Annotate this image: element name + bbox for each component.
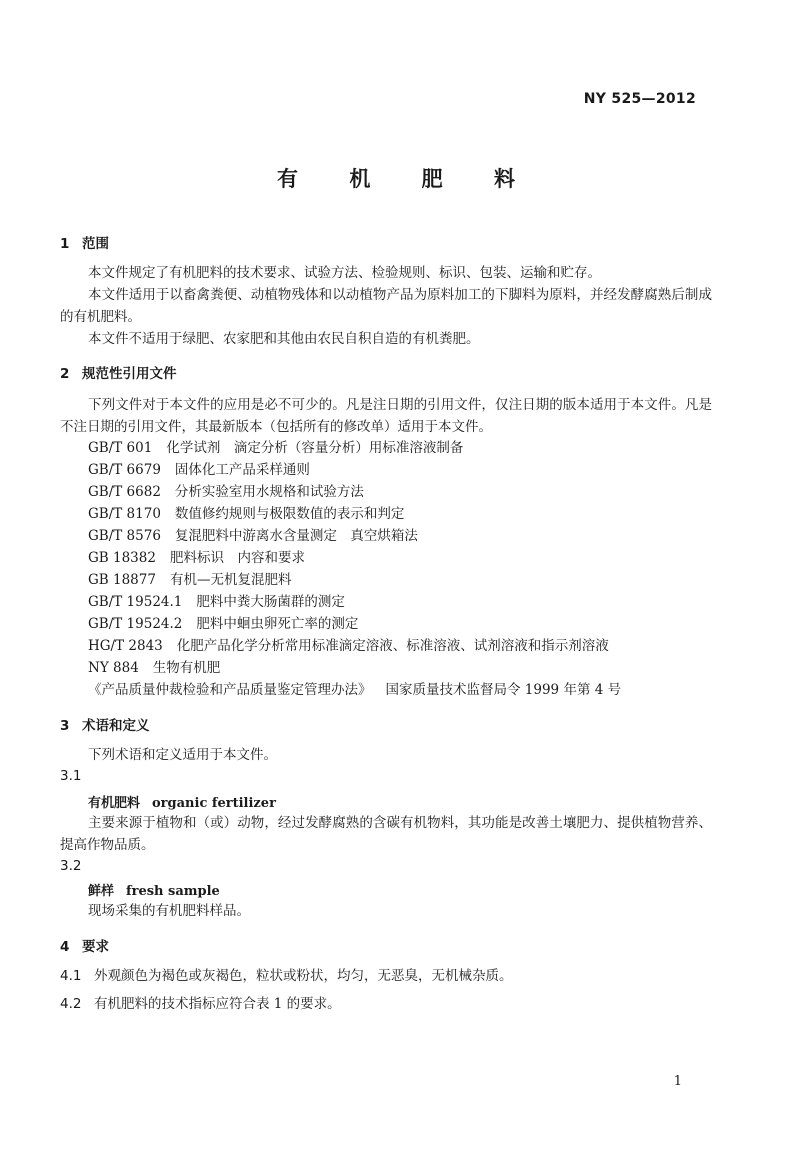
term-definition: 主要来源于植物和（或）动物，经过发酵腐熟的含碳有机物料，其功能是改善土壤肥力、提供植物营养、提高作物品质。 xyxy=(60,815,712,853)
reference-item xyxy=(88,613,358,635)
section-number: 3 xyxy=(60,718,70,734)
reference-code: GB/T 6682 xyxy=(88,484,161,500)
reference-code: GB/T 8576 xyxy=(88,528,161,544)
requirement-text: 有机肥料的技术指标应符合表 1 的要求。 xyxy=(94,996,341,1012)
paragraph: 下列术语和定义适用于本文件。 xyxy=(88,747,277,763)
reference-code: 《产品质量仲裁检验和产品质量鉴定管理办法》 xyxy=(88,682,372,698)
document-title: 有 机 肥 料 xyxy=(277,167,537,191)
reference-title: 国家质量技术监督局令 1999 年第 4 号 xyxy=(385,682,622,698)
reference-item xyxy=(88,657,220,679)
standard-code: NY 525—2012 xyxy=(583,91,696,107)
reference-item xyxy=(88,679,621,701)
reference-item xyxy=(88,437,463,459)
reference-title: 分析实验室用水规格和试验方法 xyxy=(174,484,364,500)
reference-title: 化肥产品化学分析常用标准滴定溶液、标准溶液、试剂溶液和指示剂溶液 xyxy=(176,638,609,654)
reference-title: 复混肥料中游离水含量测定 真空烘箱法 xyxy=(174,528,418,544)
section-number: 4 xyxy=(60,939,70,955)
reference-code: GB/T 19524.1 xyxy=(88,594,183,610)
requirement-number: 4.2 xyxy=(60,996,82,1012)
term-en: organic fertilizer xyxy=(152,796,276,811)
section-title: 术语和定义 xyxy=(82,718,150,734)
reference-item xyxy=(88,481,364,503)
section-number: 2 xyxy=(60,366,70,382)
section-number: 1 xyxy=(60,236,70,252)
page-number: 1 xyxy=(673,1074,682,1089)
reference-item xyxy=(88,459,310,481)
reference-item xyxy=(88,569,291,591)
term-en: fresh sample xyxy=(126,884,220,899)
reference-item xyxy=(88,525,418,547)
reference-item xyxy=(88,503,404,525)
term-number: 3.1 xyxy=(60,768,82,784)
paragraph: 下列文件对于本文件的应用是必不可少的。凡是注日期的引用文件，仅注日期的版本适用于本文件。凡是不注日期的引用文件，其最新版本（包括所有的修改单）适用于本文件。 xyxy=(60,397,712,435)
reference-title: 固体化工产品采样通则 xyxy=(174,462,310,478)
reference-title: 肥料中蛔虫卵死亡率的测定 xyxy=(196,616,359,632)
reference-title: 有机—无机复混肥料 xyxy=(169,572,292,588)
reference-code: HG/T 2843 xyxy=(88,638,163,654)
paragraph: 本文件规定了有机肥料的技术要求、试验方法、检验规则、标识、包装、运输和贮存。 xyxy=(88,265,601,281)
section-3-heading xyxy=(60,714,150,734)
reference-item xyxy=(88,591,345,613)
requirement-text: 外观颜色为褐色或灰褐色，粒状或粉状，均匀，无恶臭，无机械杂质。 xyxy=(94,968,513,984)
section-1-heading xyxy=(60,232,109,252)
reference-code: GB 18877 xyxy=(88,572,156,588)
requirement-item xyxy=(60,965,513,987)
reference-item xyxy=(88,547,305,569)
paragraph: 本文件适用于以畜禽粪便、动植物残体和以动植物产品为原料加工的下脚料为原料，并经发酵腐熟后制成的有机肥料。 xyxy=(60,287,712,325)
term-name xyxy=(88,792,276,811)
term-zh: 鲜样 xyxy=(88,884,115,899)
section-2-heading xyxy=(60,362,177,382)
term-definition: 现场采集的有机肥料样品。 xyxy=(88,903,250,919)
reference-code: GB/T 6679 xyxy=(88,462,161,478)
paragraph: 本文件不适用于绿肥、农家肥和其他由农民自积自造的有机粪肥。 xyxy=(88,331,480,347)
section-title: 要求 xyxy=(82,939,109,955)
reference-title: 肥料中粪大肠菌群的测定 xyxy=(196,594,345,610)
requirement-number: 4.1 xyxy=(60,968,82,984)
reference-title: 数值修约规则与极限数值的表示和判定 xyxy=(174,506,405,522)
section-title: 规范性引用文件 xyxy=(82,366,177,382)
reference-code: GB/T 601 xyxy=(88,440,153,456)
reference-item xyxy=(88,635,609,657)
section-4-heading xyxy=(60,935,109,955)
reference-code: NY 884 xyxy=(88,660,139,676)
reference-title: 肥料标识 内容和要求 xyxy=(169,550,305,566)
term-number: 3.2 xyxy=(60,858,82,874)
requirement-item xyxy=(60,993,341,1015)
reference-title: 化学试剂 滴定分析（容量分析）用标准溶液制备 xyxy=(166,440,464,456)
term-name xyxy=(88,880,220,899)
reference-code: GB/T 19524.2 xyxy=(88,616,183,632)
reference-code: GB/T 8170 xyxy=(88,506,161,522)
reference-title: 生物有机肥 xyxy=(152,660,221,676)
section-title: 范围 xyxy=(82,236,109,252)
reference-code: GB 18382 xyxy=(88,550,156,566)
term-zh: 有机肥料 xyxy=(88,796,141,811)
